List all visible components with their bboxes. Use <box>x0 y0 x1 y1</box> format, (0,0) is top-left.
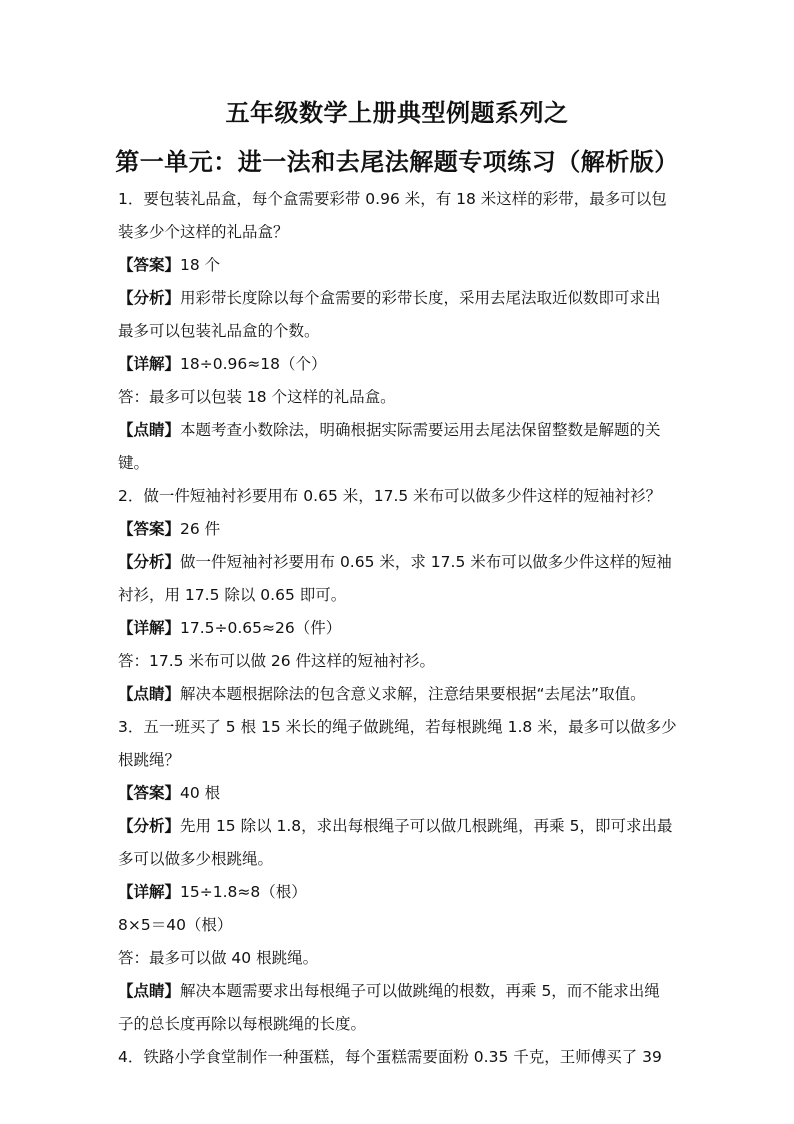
text-line <box>118 348 688 381</box>
text-line <box>118 942 688 975</box>
text-line <box>118 975 688 1008</box>
line-text: 解决本题根据除法的包含意义求解，注意结果要根据“去尾法”取值。 <box>180 685 646 703</box>
section-tag: 【分析】 <box>118 553 181 571</box>
document-title: 五年级数学上册典型例题系列之 <box>225 99 569 127</box>
line-text: 本题考查小数除法，明确根据实际需要运用去尾法保留整数是解题的关 <box>180 421 661 439</box>
text-line <box>118 876 688 909</box>
line-text: 18 个 <box>180 256 221 274</box>
text-line <box>118 810 688 843</box>
line-text: 做一件短袖衬衫要用布 0.65 米，求 17.5 米布可以做多少件这样的短袖 <box>180 553 672 571</box>
text-line <box>118 612 688 645</box>
text-line <box>118 447 688 480</box>
text-line <box>118 249 688 282</box>
line-text: 3．五一班买了 5 根 15 米长的绳子做跳绳，若每根跳绳 1.8 米，最多可以做多少 <box>118 718 677 736</box>
text-line <box>118 843 688 876</box>
text-line <box>118 579 688 612</box>
document-body <box>118 183 688 1074</box>
section-tag: 【详解】 <box>118 355 181 373</box>
line-text: 用彩带长度除以每个盒需要的彩带长度，采用去尾法取近似数即可求出 <box>180 289 661 307</box>
text-line <box>118 744 688 777</box>
line-text: 解决本题需要求出每根绳子可以做跳绳的根数，再乘 5，而不能求出绳 <box>180 982 660 1000</box>
document-subtitle: 第一单元：进一法和去尾法解题专项练习（解析版） <box>115 148 679 176</box>
line-text: 答：最多可以做 40 根跳绳。 <box>118 949 319 967</box>
text-line <box>118 777 688 810</box>
text-line <box>118 315 688 348</box>
line-text: 15÷1.8≈8（根） <box>180 883 307 901</box>
section-tag: 【答案】 <box>118 784 181 802</box>
line-text: 根跳绳？ <box>118 751 181 769</box>
text-line <box>118 216 688 249</box>
line-text: 子的总长度再除以每根跳绳的长度。 <box>118 1015 367 1033</box>
section-tag: 【点睛】 <box>118 685 181 703</box>
section-tag: 【点睛】 <box>118 421 181 439</box>
section-tag: 【答案】 <box>118 256 181 274</box>
section-tag: 【点睛】 <box>118 982 181 1000</box>
section-tag: 【详解】 <box>118 883 181 901</box>
text-line <box>118 480 688 513</box>
line-text: 装多少个这样的礼品盒？ <box>118 223 289 241</box>
text-line <box>118 909 688 942</box>
line-text: 衬衫，用 17.5 除以 0.65 即可。 <box>118 586 347 604</box>
text-line <box>118 645 688 678</box>
section-tag: 【详解】 <box>118 619 181 637</box>
text-line <box>118 183 688 216</box>
line-text: 1．要包装礼品盒，每个盒需要彩带 0.96 米，有 18 米这样的彩带，最多可以包 <box>118 190 667 208</box>
text-line <box>118 546 688 579</box>
line-text: 8×5＝40（根） <box>118 916 233 934</box>
section-tag: 【分析】 <box>118 289 181 307</box>
text-line <box>118 513 688 546</box>
text-line <box>118 1008 688 1041</box>
line-text: 18÷0.96≈18（个） <box>180 355 327 373</box>
line-text: 40 根 <box>180 784 221 802</box>
line-text: 答：最多可以包装 18 个这样的礼品盒。 <box>118 388 396 406</box>
line-text: 26 件 <box>180 520 221 538</box>
line-text: 键。 <box>118 454 150 472</box>
text-line <box>118 282 688 315</box>
line-text: 4．铁路小学食堂制作一种蛋糕，每个蛋糕需要面粉 0.35 千克，王师傅买了 39 <box>118 1048 662 1066</box>
line-text: 多可以做多少根跳绳。 <box>118 850 274 868</box>
line-text: 最多可以包装礼品盒的个数。 <box>118 322 320 340</box>
text-line <box>118 711 688 744</box>
section-tag: 【分析】 <box>118 817 181 835</box>
text-line <box>118 678 688 711</box>
line-text: 17.5÷0.65≈26（件） <box>180 619 342 637</box>
section-tag: 【答案】 <box>118 520 181 538</box>
text-line <box>118 381 688 414</box>
text-line <box>118 1041 688 1074</box>
line-text: 2．做一件短袖衬衫要用布 0.65 米，17.5 米布可以做多少件这样的短袖衬衫？ <box>118 487 662 505</box>
text-line <box>118 414 688 447</box>
line-text: 答：17.5 米布可以做 26 件这样的短袖衬衫。 <box>118 652 436 670</box>
line-text: 先用 15 除以 1.8，求出每根绳子可以做几根跳绳，再乘 5，即可求出最 <box>180 817 673 835</box>
